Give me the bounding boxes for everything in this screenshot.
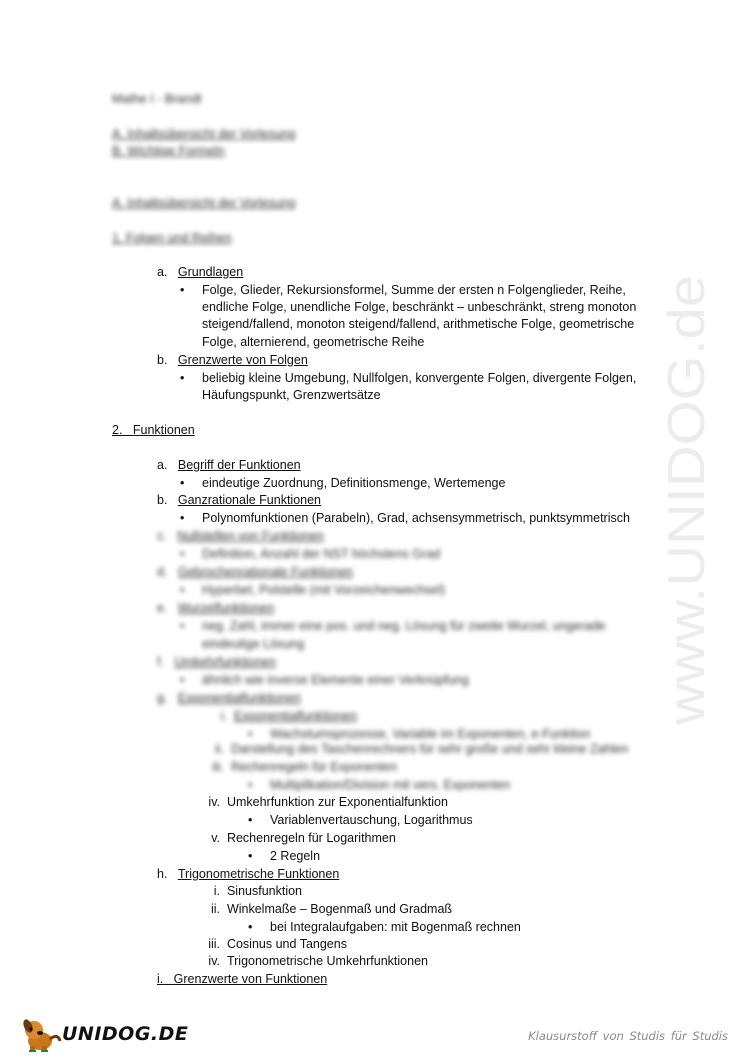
bullet-marker: • bbox=[248, 920, 253, 934]
bullet-continuation: eindeutige Lösung bbox=[202, 637, 305, 651]
bullet-marker: • bbox=[180, 283, 185, 297]
bullet-item bbox=[180, 475, 505, 491]
bullet-marker: • bbox=[248, 778, 253, 792]
sub-item bbox=[204, 759, 397, 775]
outline-marker: i. bbox=[157, 972, 164, 986]
bullet-item bbox=[248, 726, 590, 742]
sub-marker: iii. bbox=[208, 937, 220, 951]
outline-marker: b. bbox=[157, 493, 168, 507]
bullet-text: beliebig kleine Umgebung, Nullfolgen, konvergente Folgen, divergente Folgen, bbox=[202, 371, 637, 385]
outline-text: Umkehrfunktionen bbox=[174, 655, 276, 669]
bullet-marker: • bbox=[180, 619, 185, 633]
sub-item bbox=[200, 830, 396, 846]
sub-item bbox=[200, 794, 448, 810]
bullet-continuation: Folge, alternierend, geometrische Reihe bbox=[202, 335, 425, 349]
sub-marker: i. bbox=[220, 709, 227, 723]
sub-text: Winkelmaße – Bogenmaß und Gradmaß bbox=[226, 902, 453, 916]
sub-marker: ii. bbox=[214, 742, 224, 756]
sub-text: Darstellung des Taschenrechners für sehr große und sehr kleine Zahlen bbox=[230, 742, 629, 756]
bullet-item bbox=[180, 510, 630, 526]
sub-text: Rechenregeln für Exponenten bbox=[230, 760, 398, 774]
bullet-marker: • bbox=[180, 547, 185, 561]
outline-text: Grenzwerte von Funktionen bbox=[173, 972, 328, 986]
outline-text: Exponentialfunktionen bbox=[177, 691, 301, 705]
toc-item-b: B. Wichtige Formeln bbox=[112, 144, 225, 158]
bullet-item bbox=[180, 282, 626, 298]
outline-text: Funktionen bbox=[132, 423, 195, 437]
bullet-marker: • bbox=[248, 849, 253, 863]
bullet-text: Definition, Anzahl der NST höchstens Grad bbox=[202, 547, 441, 561]
watermark bbox=[648, 270, 728, 730]
sub-text: Rechenregeln für Logarithmen bbox=[226, 831, 396, 845]
outline-item bbox=[157, 866, 339, 882]
outline-text: Nullstellen von Funktionen bbox=[177, 529, 324, 543]
outline-text: Grundlagen bbox=[177, 265, 244, 279]
outline-text: Begriff der Funktionen bbox=[177, 458, 301, 472]
outline-text: Ganzrationale Funktionen bbox=[177, 493, 322, 507]
outline-marker: c. bbox=[157, 529, 167, 543]
bullet-marker: • bbox=[248, 727, 253, 741]
sub-marker: iv. bbox=[208, 954, 220, 968]
bullet-item bbox=[248, 919, 521, 935]
bullet-marker: • bbox=[180, 511, 185, 525]
sub-text: Trigonometrische Umkehrfunktionen bbox=[226, 954, 428, 968]
sub-item bbox=[200, 883, 302, 899]
document-title: Mathe I - Brandt bbox=[112, 92, 202, 106]
bullet-marker: • bbox=[248, 813, 253, 827]
bullet-text: Hyperbel, Polstelle (mit Vorzeichenwechsel) bbox=[202, 583, 446, 597]
sub-text: Sinusfunktion bbox=[226, 884, 303, 898]
bullet-item bbox=[180, 582, 445, 598]
toc-item-a: A. Inhaltsübersicht der Vorlesung bbox=[112, 127, 296, 141]
outline-marker: e. bbox=[157, 601, 168, 615]
bullet-item bbox=[248, 848, 320, 864]
outline-text: Wurzelfunktionen bbox=[177, 601, 275, 615]
outline-text: Trigonometrische Funktionen bbox=[177, 867, 340, 881]
sub-marker: ii. bbox=[210, 902, 220, 916]
sub-item bbox=[200, 953, 428, 969]
watermark-text: www.UNIDOG.de bbox=[658, 320, 716, 725]
bullet-marker: • bbox=[180, 371, 185, 385]
outline-item bbox=[157, 971, 327, 987]
bullet-item bbox=[180, 672, 469, 688]
outline-marker: 2. bbox=[112, 423, 123, 437]
sub-text: Cosinus und Tangens bbox=[226, 937, 347, 951]
sub-marker: v. bbox=[211, 831, 220, 845]
outline-heading-2 bbox=[112, 422, 195, 438]
watermark-svg bbox=[648, 270, 728, 730]
sub-item bbox=[204, 741, 628, 757]
bullet-marker: • bbox=[180, 583, 185, 597]
outline-item bbox=[157, 600, 274, 616]
outline-marker: h. bbox=[157, 867, 168, 881]
outline-marker: a. bbox=[157, 458, 168, 472]
sub-marker: iii. bbox=[212, 760, 224, 774]
bullet-text: ähnlich wie inverse Elemente einer Verknüpfung bbox=[202, 673, 469, 687]
bullet-item bbox=[248, 812, 473, 828]
outline-item bbox=[157, 690, 301, 706]
outline-marker: b. bbox=[157, 353, 168, 367]
bullet-marker: • bbox=[180, 673, 185, 687]
bullet-marker: • bbox=[180, 476, 185, 490]
bullet-text: Variablenvertauschung, Logarithmus bbox=[270, 813, 473, 827]
bullet-text: Polynomfunktionen (Parabeln), Grad, achsensymmetrisch, punktsymmetrisch bbox=[202, 511, 630, 525]
outline-item bbox=[157, 457, 301, 473]
outline-item bbox=[157, 352, 308, 368]
bullet-item bbox=[180, 618, 605, 634]
sub-text: Exponentialfunktionen bbox=[233, 709, 357, 723]
bullet-text: Folge, Glieder, Rekursionsformel, Summe der ersten n Folgenglieder, Reihe, bbox=[202, 283, 626, 297]
bullet-text: bei Integralaufgaben: mit Bogenmaß rechnen bbox=[270, 920, 521, 934]
section-heading-a: A. Inhaltsübersicht der Vorlesung bbox=[112, 196, 296, 210]
bullet-item bbox=[180, 370, 636, 386]
outline-item bbox=[157, 528, 324, 544]
bullet-text: 2 Regeln bbox=[270, 849, 321, 863]
bullet-item bbox=[248, 777, 510, 793]
sub-item bbox=[207, 708, 357, 724]
bullet-continuation: steigend/fallend, monoton steigend/fallend, arithmetische Folge, geometrische bbox=[202, 317, 635, 331]
logo-text: UNIDOG.DE bbox=[62, 1023, 189, 1045]
bullet-item bbox=[180, 546, 440, 562]
sub-marker: iv. bbox=[208, 795, 220, 809]
bullet-continuation: endliche Folge, unendliche Folge, beschränkt – unbeschränkt, streng monoton bbox=[202, 300, 637, 314]
sub-item bbox=[200, 901, 452, 917]
outline-marker: a. bbox=[157, 265, 168, 279]
sub-marker: i. bbox=[213, 884, 220, 898]
outline-marker: g. bbox=[157, 691, 168, 705]
outline-item bbox=[157, 654, 276, 670]
outline-item bbox=[157, 492, 321, 508]
sub-item bbox=[200, 936, 347, 952]
dog-mascot-icon bbox=[20, 1017, 64, 1053]
outline-heading-1: 1. Folgen und Reihen bbox=[112, 231, 232, 245]
outline-text: Grenzwerte von Folgen bbox=[177, 353, 308, 367]
bullet-continuation: Häufungspunkt, Grenzwertsätze bbox=[202, 388, 381, 402]
outline-item bbox=[157, 564, 353, 580]
outline-marker: f. bbox=[157, 655, 164, 669]
outline-text: Gebrochenrationale Funktionen bbox=[177, 565, 353, 579]
sub-text: Umkehrfunktion zur Exponentialfunktion bbox=[226, 795, 448, 809]
bullet-text: Wachstumsprozesse, Variable im Exponenten, e-Funktion bbox=[270, 727, 591, 741]
footer-tagline: Klausurstoff von Studis für Studis bbox=[528, 1029, 728, 1043]
outline-item bbox=[157, 264, 243, 280]
unidog-logo bbox=[20, 1017, 189, 1053]
bullet-text: eindeutige Zuordnung, Definitionsmenge, Wertemenge bbox=[202, 476, 506, 490]
bullet-text: neg. Zahl, immer eine pos. und neg. Lösung für zweite Wurzel, ungerade bbox=[202, 619, 606, 633]
outline-marker: d. bbox=[157, 565, 168, 579]
bullet-text: Multiplikation/Division mit vers. Exponenten bbox=[270, 778, 511, 792]
